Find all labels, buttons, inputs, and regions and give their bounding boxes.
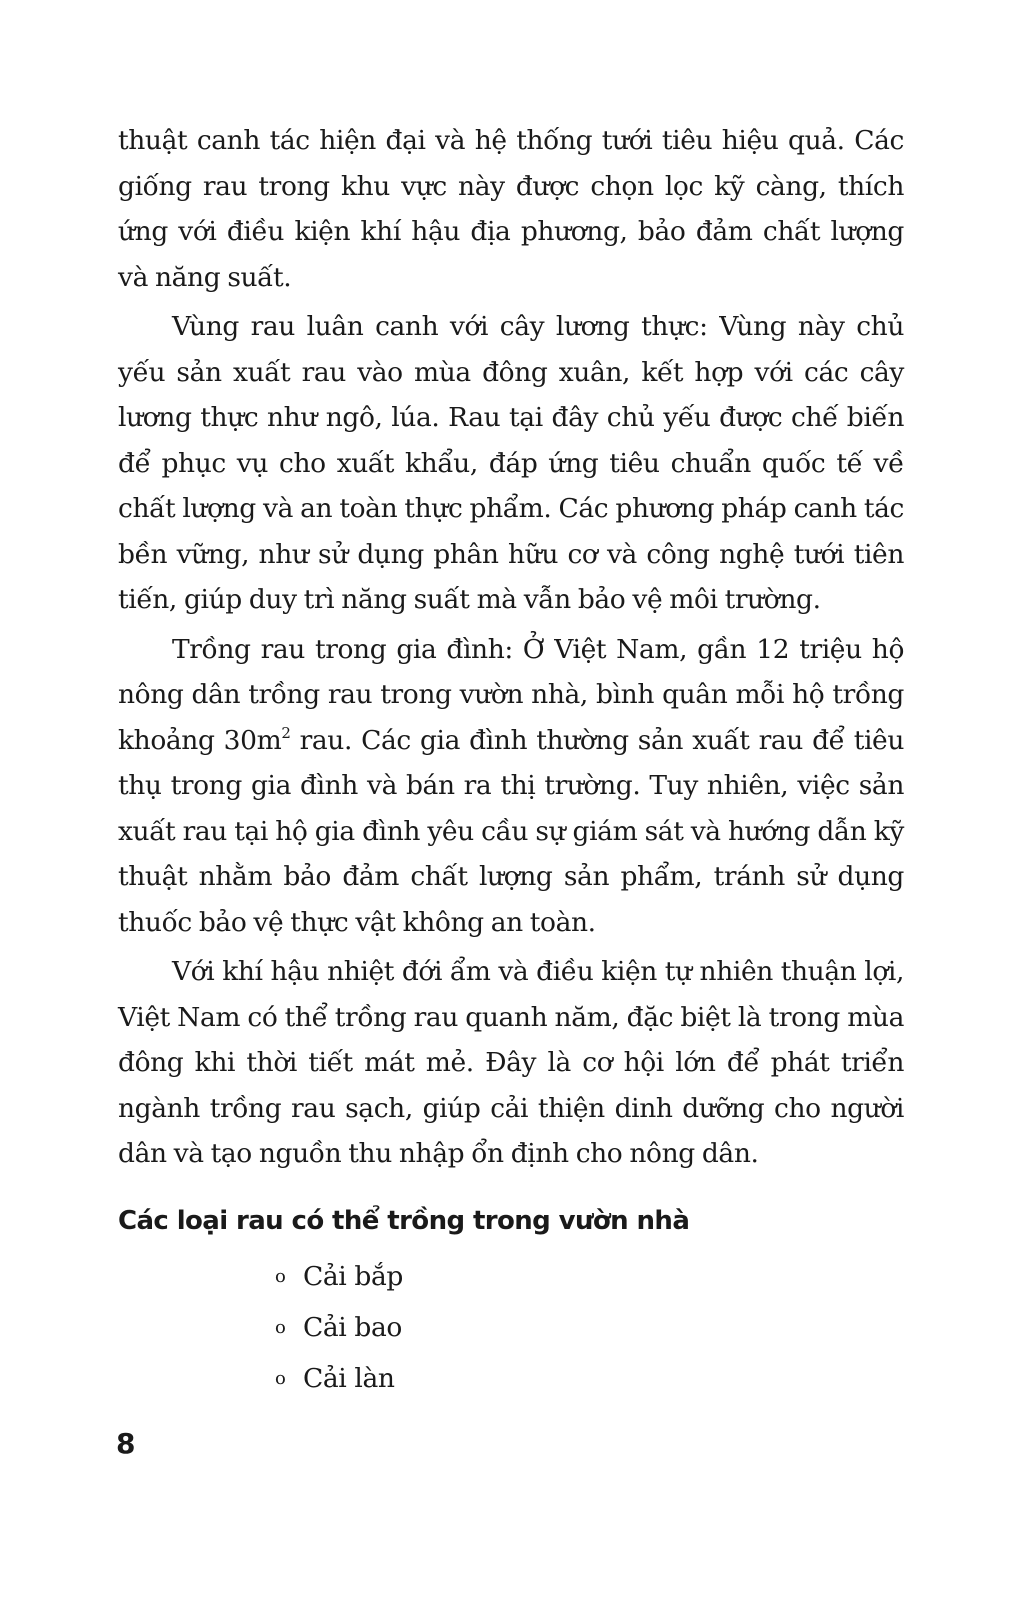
paragraph-4: Với khí hậu nhiệt đới ẩm và điều kiện tự nhiên thuận lợi, Việt Nam có thể trồng rau quanh năm, đặc biệt là trong mùa đông khi thời tiết mát mẻ. Đây là cơ hội lớn để phát triển ngành trồng rau sạch, giúp cải thiện dinh dưỡng cho người dân và tạo nguồn thu nhập ổn định cho nông dân.	[118, 956, 904, 1169]
list-item-label: Cải bắp	[303, 1260, 403, 1292]
list-item-label: Cải bao	[303, 1311, 402, 1343]
page-number: 8	[116, 1427, 136, 1460]
circle-bullet-icon: o	[275, 1367, 286, 1389]
list-item	[275, 1251, 904, 1302]
section-heading: Các loại rau có thể trồng trong vườn nhà	[118, 1205, 690, 1236]
list-item-label: Cải làn	[303, 1362, 395, 1394]
paragraph-2: Vùng rau luân canh với cây lương thực: Vùng này chủ yếu sản xuất rau vào mùa đông xuân, kết hợp với các cây lương thực như ngô, lúa. Rau tại đây chủ yếu được chế biến để phục vụ cho xuất khẩu, đáp ứng tiêu chuẩn quốc tế về chất lượng và an toàn thực phẩm. Các phương pháp canh tác bền vững, như sử dụng phân hữu cơ và công nghệ tưới tiên tiến, giúp duy trì năng suất mà vẫn bảo vệ môi trường.	[118, 311, 904, 615]
list-item	[275, 1353, 904, 1404]
circle-bullet-icon: o	[275, 1316, 286, 1338]
page-body	[118, 118, 904, 1404]
paragraph-1: thuật canh tác hiện đại và hệ thống tưới tiêu hiệu quả. Các giống rau trong khu vực này được chọn lọc kỹ càng, thích ứng với điều kiện khí hậu địa phương, bảo đảm chất lượng và năng suất.	[118, 125, 904, 293]
superscript-2: 2	[281, 723, 291, 742]
list-item	[275, 1302, 904, 1353]
paragraph-3	[118, 627, 904, 946]
paragraph-3-after: rau. Các gia đình thường sản xuất rau để tiêu thụ trong gia đình và bán ra thị trường. Tuy nhiên, việc sản xuất rau tại hộ gia đình yêu cầu sự giám sát và hướng dẫn kỹ thuật nhằm bảo đảm chất lượng sản phẩm, tránh sử dụng thuốc bảo vệ thực vật không an toàn.	[118, 724, 904, 938]
vegetable-list	[118, 1251, 904, 1404]
circle-bullet-icon: o	[275, 1265, 286, 1287]
paragraph-3-before: Trồng rau trong gia đình: Ở Việt Nam, gần 12 triệu hộ nông dân trồng rau trong vườn nhà, bình quân mỗi hộ trồng khoảng 30m	[118, 633, 904, 756]
